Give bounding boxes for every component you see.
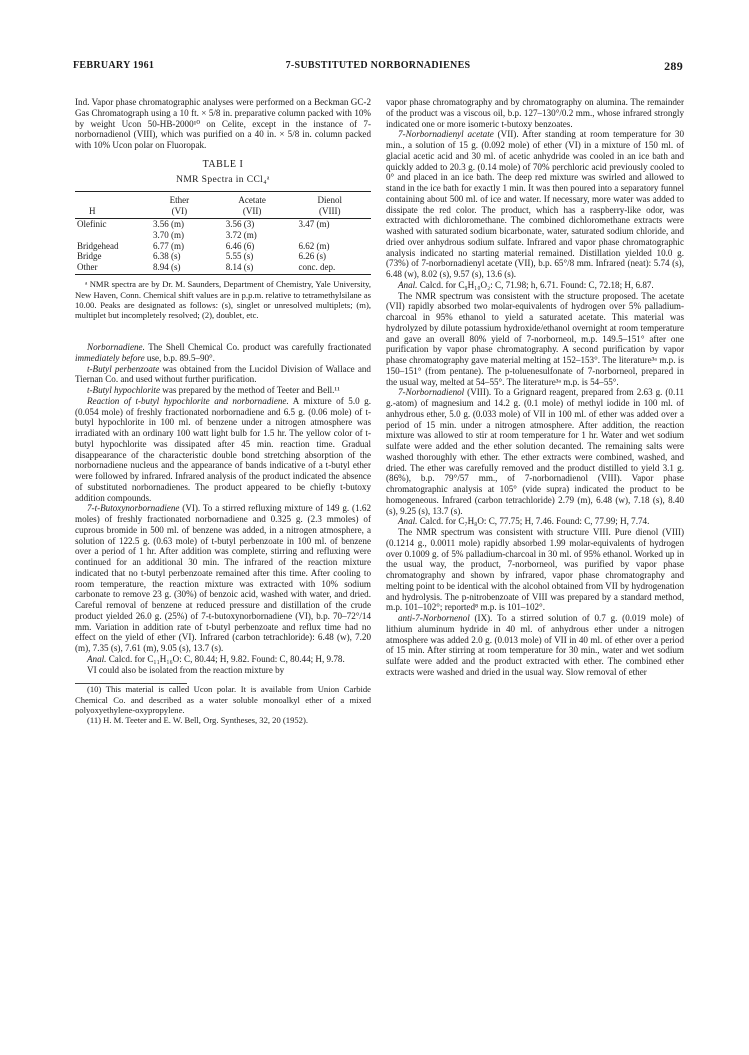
table-footnote: ᵃ NMR spectra are by Dr. M. Saunders, Department of Chemistry, Yale University, New Haven, Conn. Chemical shift values are in p.p.m. relative to tetramethylsilane as 10.00. Peaks are designated as follows: (s), singlet or unresolved multiplets; (m), multiplet but incompletely resolved; (2), doublet, etc.	[75, 279, 371, 321]
paragraph-text: was obtained from the Lucidol Division of Wallace and Tiernan Co. and used without further purification.	[75, 363, 371, 385]
paragraph-title: anti-7-Norbornenol	[398, 613, 470, 623]
paragraph-analysis-vi	[75, 654, 371, 665]
paragraph-title: Anal.	[398, 516, 418, 527]
row-label: Bridge	[77, 251, 102, 262]
paragraph-text: Calcd. for C₇H₈O: C, 77.75; H, 7.46. Found: C, 77.99; H, 7.74.	[417, 516, 650, 527]
paragraph-title: Anal.	[87, 653, 107, 664]
paragraph-text: (VIII). To a Grignard reagent, prepared from 2.63 g. (0.11 g.-atom) of magnesium and 14.2 g. (0.1 mole) of methyl iodide in 100 ml. of anhydrous ether, 5.0 g. (0.033 mole) of VII in 100 ml. of ether was added over a period of 15 min. under a nitrogen atmosphere. After addition, the reaction mixture was allowed to stir at room temperature for 1 hr. Water and wet sodium sulfate were added and the ether solution decanted. The remaining salts were washed thoroughly with ether. The ether extracts were combined, washed, and dried. The ether was carefully removed and the product distilled to yield 3.1 g. (86%), b.p. 79°/57 mm., of 7-norbornadienol (VIII). Vapor phase chromatographic analysis at 105° (vide supra) indicated the product to be homogeneous. Infrared (carbon tetrachloride) 2.79 (m), 6.48 (w), 7.18 (s), 8.40 (s), 9.25 (s), 13.7 (s).	[386, 387, 684, 516]
table-row	[75, 219, 371, 230]
paragraph-dienol	[386, 387, 684, 516]
emphasis-text: immediately before	[75, 352, 145, 363]
col-header-acetate: Acetate	[216, 192, 289, 206]
cell-ether: 3.56 (m)	[153, 219, 184, 230]
paragraph-text: was prepared by the method of Teeter and Bell.¹¹	[159, 385, 340, 396]
header-date: FEBRUARY 1961	[73, 60, 155, 71]
table-row	[75, 262, 371, 275]
col-header-ether: Ether	[143, 192, 216, 206]
paragraph-reaction	[75, 396, 371, 504]
cell-dienol	[289, 230, 372, 241]
paragraph-text: (VII). After standing at room temperature for 30 min., a solution of 15 g. (0.092 mole) of ether (VI) in a mixture of 150 ml. of glacial acetic acid and 30 ml. of acetic anhydride was cooled in an ice bath and quickly added to 20.3 g. (0.14 mole) of 70% perchloric acid previously cooled to 0° and placed in an ice bath. The deep red mixture was swirled and allowed to stand in the ice bath for exactly 1 min. It was then poured into a separatory funnel containing about 500 ml. of ice and water. If necessary, more water was added to dissipate the red color. The product, which has a raspberry-like odor, was extracted with dichloromethane. The combined dichloromethane extracts were washed with saturated sodium bicarbonate, water, saturated sodium chloride, and dried over anhydrous sodium sulfate. Infrared and vapor phase chromatographic analysis indicated no starting material remained. Distillation yielded 10.0 g. (73%) of 7-norbornadienyl acetate (VII), b.p. 65°/8 mm. Infrared (neat): 5.74 (s), 6.48 (w), 8.02 (s), 9.57 (s), 13.6 (s).	[386, 129, 684, 279]
row-label: Bridgehead	[77, 240, 119, 251]
cell-dienol: 6.26 (s)	[298, 251, 326, 262]
cell-acetate: 8.14 (s)	[216, 262, 289, 275]
table-subtitle: NMR Spectra in CCl₄ᵃ	[176, 174, 270, 185]
paragraph-text: A mixture of 5.0 g. (0.054 mole) of freshly fractionated norbornadiene and 6.5 g. (0.06 mole) of t-butyl hypochlorite in 100 ml. of benzene under a nitrogen atmosphere was irradiated with an ordinary 100 watt light bulb for 1.5 hr. The yellow color of t-butyl hypochlorite was dissipated after 45 min. reaction time. Gradual disappearance of the characteristic double bond stretching absorption of the norbornadiene nucleus and the appearance of bands indicative of a t-butyl ether were followed by infrared. Infrared analysis of the product indicated the absence of substituted norbornadienes. The product appeared to be chiefly t-butoxy addition compounds.	[75, 395, 371, 503]
row-label: Olefinic	[77, 219, 107, 230]
left-column	[75, 97, 371, 725]
cell-dienol: conc. dep.	[289, 262, 372, 275]
paragraph-title: t-Butyl perbenzoate	[87, 363, 160, 374]
paragraph-hypochlorite	[75, 385, 371, 396]
cell-acetate: 3.56 (3)	[225, 219, 255, 230]
table-row	[75, 241, 371, 252]
paragraph-analysis-viii	[386, 516, 684, 527]
cell-ether: 6.77 (m)	[153, 240, 184, 251]
paragraph-text: Calcd. for C₁₁H₁₆O: C, 80.44; H, 9.82. Found: C, 80.44; H, 9.78.	[106, 653, 345, 664]
nmr-table-block	[75, 160, 371, 320]
col-header-ether-num: (VI)	[143, 206, 216, 219]
paragraph-title: t-Butyl hypochlorite	[87, 385, 160, 396]
paragraph-nmr-viii: The NMR spectrum was consistent with structure VIII. Pure dienol (VIII) (0.1214 g., 0.0011 mole) rapidly absorbed 1.99 molar-equivalents of hydrogen over 0.1009 g. of 5% palladium-charcoal in 30 ml. of 95% ethanol. Worked up in the usual way, the product, 7-norborneol, was purified by vapor phase chromatography and shown by infrared, vapor phase chromatography and melting point to be identical with the alcohol obtained from VII by hydrogenation and hydrolysis. The p-nitrobenzoate of VIII was prepared by a standard method, m.p. 101–102°; reported⁸ m.p. is 101–102°.	[386, 527, 684, 613]
page-number: 289	[664, 59, 683, 73]
paragraph-title: Norbornadiene.	[87, 342, 145, 353]
paragraph-text: (VI). To a stirred refluxing mixture of 149 g. (1.62 moles) of freshly fractionated norbornadiene and 0.325 g. (2.3 mmoles) of cuprous bromide in 500 ml. of benzene was added, in a nitrogen atmosphere, a solution of 122.5 g. (0.63 mole) of t-butyl perbenzoate in 100 ml. of benzene over a period of 1 hr. After addition was complete, stirring and refluxing were continued for an additional 30 min. The infrared of the reaction mixture indicated that no t-butyl perbenzoate remained after this time. After cooling to room temperature, the reaction mixture was extracted with 10% sodium carbonate to remove 23 g. (30%) of benzoic acid, washed with water, and dried. Careful removal of benzene at reduced pressure and distillation of the crude product yielded 26.0 g. (25%) of 7-t-butoxynorbornadiene (VI), b.p. 70–72°/14 mm. Variation in addition rate of t-butyl perbenzoate and reflux time had no effect on the yield of ether (VI). Infrared (carbon tetrachloride): 6.48 (w), 7.20 (m), 7.35 (s), 7.61 (m), 9.05 (s), 13.7 (s).	[75, 503, 371, 654]
col-header-dienol: Dienol	[289, 192, 372, 206]
row-label: Other	[75, 262, 143, 275]
cell-acetate: 5.55 (s)	[225, 251, 254, 262]
paragraph-text: (IX). To a stirred solution of 0.7 g. (0.019 mole) of lithium aluminum hydride in 40 ml. of anhydrous ether under a nitrogen atmosphere was added 2.0 g. (0.013 mole) of VII in 40 ml. of ether over a period of 15 min. After stirring at room temperature for 30 min., water and wet sodium sulfate were added and the product extracted with ether. The combined ether extracts were washed and dried in the usual way. Slow removal of ether	[386, 613, 684, 677]
cell-ether: 6.38 (s)	[153, 251, 181, 262]
right-column	[386, 97, 684, 678]
table-row	[75, 251, 371, 262]
paragraph-title: 7-Norbornadienol	[398, 387, 465, 398]
paragraph-perbenzoate	[75, 364, 371, 386]
footnote: (10) This material is called Ucon polar. It is available from Union Carbide Chemical Co. and described as a water soluble monoalkyl ether of a mixed polyoxyethylene-oxypropylene.	[75, 684, 371, 715]
cell-acetate: 6.46 (6)	[225, 240, 255, 251]
footnote: (11) H. M. Teeter and E. W. Bell, Org. Syntheses, 32, 20 (1952).	[87, 714, 308, 725]
paragraph-title: 7-Norbornadienyl acetate	[398, 129, 494, 140]
cell-dienol: 3.47 (m)	[298, 219, 330, 230]
paragraph-acetate	[386, 129, 684, 280]
cell-ether: 3.70 (m)	[153, 230, 184, 241]
table-header-row-2	[75, 206, 371, 219]
paragraph-text: The Shell Chemical Co. product was carefully fractionated	[144, 342, 371, 353]
table-title: TABLE I	[202, 158, 244, 170]
cell-dienol: 6.62 (m)	[298, 240, 330, 251]
cell-acetate: 3.72 (m)	[225, 230, 257, 241]
cell-ether: 8.94 (s)	[143, 262, 216, 275]
intro-paragraph: Ind. Vapor phase chromatographic analyses were performed on a Beckman GC-2 Gas Chromatograph using a 10 ft. × 5/8 in. preparative column packed with 10% by weight Ucon 50-HB-2000¹⁰ on Celite, except in the instance of 7-norbornadienol (VIII), which was purified on a 40 in. × 5/8 in. column packed with 10% Ucon polar on Fluoropak.	[75, 97, 371, 150]
paragraph-text: use, b.p. 89.5–90°.	[144, 352, 215, 363]
paragraph-anti-norbornenol	[386, 613, 684, 678]
paragraph-analysis-vii	[386, 280, 684, 291]
paragraph-text: Calcd. for C₉H₁₀O₂: C, 71.98; h, 6.71. Found: C, 72.18; H, 6.87.	[417, 279, 654, 290]
running-header	[73, 60, 683, 74]
paragraph-norbornadiene	[75, 342, 371, 364]
col-header-dienol-num: (VIII)	[289, 206, 372, 219]
row-label	[75, 230, 143, 241]
col-header-h: H	[75, 206, 143, 219]
nmr-table	[75, 191, 371, 275]
table-row	[75, 230, 371, 241]
paragraph-nmr-vii: The NMR spectrum was consistent with the structure proposed. The acetate (VII) rapidly absorbed two molar-equivalents of hydrogen over 5% palladium-charcoal in 95% ethanol to yield a saturated acetate. This material was hydrolyzed by dilute potassium hydroxide/ethanol overnight at room temperature and gave an overall 80% yield of 7-norborneol, m.p. 149.5–151° after one purification by vapor phase chromatography. A second purification by vapor phase chromatography gave material melting at 152–153°. The literature³ᵃ m.p. is 150–151° (from pentane). The p-toluenesulfonate of 7-norborneol, prepared in the usual way, melted at 54–55°. The literature³ᵃ m.p. is 54–55°.	[386, 290, 684, 387]
paragraph-vapor-continued: vapor phase chromatography and by chromatography on alumina. The remainder of the product was a viscous oil, b.p. 127–130°/0.2 mm., whose infrared strongly indicated one or more isomeric t-butoxy benzoates.	[386, 97, 684, 129]
paragraph-title: Reaction of t-butyl hypochlorite and norbornadiene.	[87, 395, 289, 406]
paragraph-title: 7-t-Butoxynorbornadiene	[87, 503, 180, 514]
paragraph-vi-isolation: VI could also be isolated from the reaction mixture by	[87, 664, 285, 675]
paragraph-butoxynorbornadiene	[75, 503, 371, 654]
col-header-acetate-num: (VII)	[216, 206, 289, 219]
table-header-row	[75, 192, 371, 206]
header-title: 7-SUBSTITUTED NORBORNADIENES	[285, 60, 471, 71]
paragraph-title: Anal.	[398, 279, 418, 290]
